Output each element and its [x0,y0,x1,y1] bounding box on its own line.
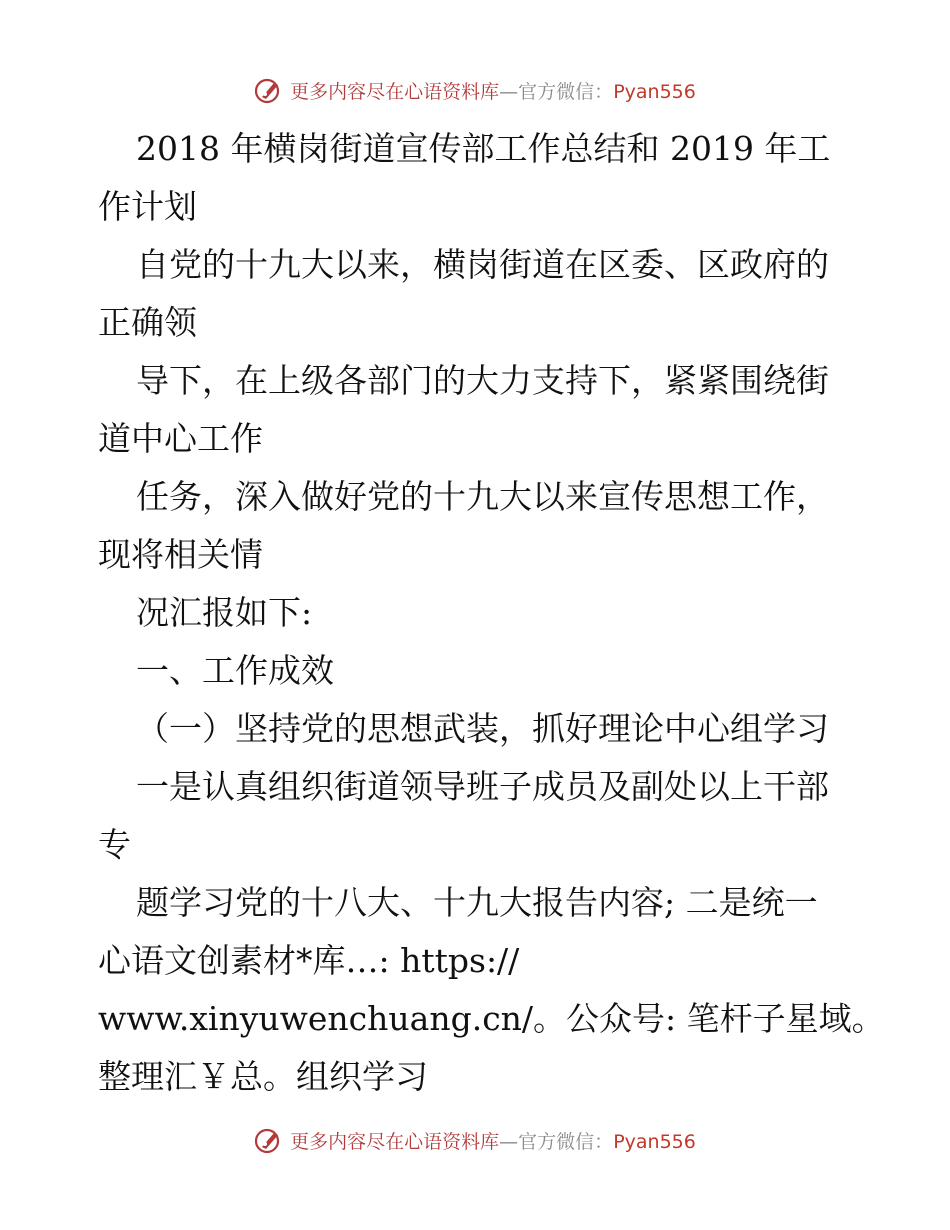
doc-paragraph-line: 现将相关情 [98,535,263,574]
watermark-wechat-label: 官方微信： [518,1130,614,1153]
footer-watermark-banner [0,1120,950,1160]
watermark-text [290,1127,696,1154]
doc-paragraph-line: 整理汇￥总。组织学习 [98,1057,428,1096]
watermark-wechat-label: 官方微信： [518,80,614,103]
watermark-wechat-id: Pyan556 [613,1130,696,1153]
doc-paragraph-line: 况汇报如下: [136,593,313,632]
pen-nib-logo-icon [254,75,284,105]
doc-title-line-1: 2018 年横岗街道宣传部工作总结和 2019 年工 [136,129,831,168]
watermark-dash: — [499,1130,519,1153]
watermark-main: 更多内容尽在心语资料库 [290,1130,500,1153]
doc-section-heading: 一、工作成效 [136,651,334,690]
watermark-text [290,77,696,104]
doc-paragraph-line: 题学习党的十八大、十九大报告内容; 二是统一 [136,883,818,922]
watermark-dash: — [499,80,519,103]
doc-paragraph-line: 专 [98,825,131,864]
document-body [98,120,885,1106]
doc-paragraph-line: 道中心工作 [98,419,263,458]
header-watermark-banner [0,70,950,110]
doc-paragraph-line: 任务，深入做好党的十九大以来宣传思想工作， [136,477,829,516]
doc-paragraph-line: 导下，在上级各部门的大力支持下，紧紧围绕街 [136,361,829,400]
watermark-main: 更多内容尽在心语资料库 [290,80,500,103]
doc-paragraph-line: www.xinyuwenchuang.cn/。公众号: 笔杆子星域。 [98,999,885,1038]
doc-title-line-2: 作计划 [98,187,197,226]
doc-subsection-heading: （一）坚持党的思想武装，抓好理论中心组学习 [136,709,829,748]
doc-paragraph-line: 心语文创素材*库…: https:// [98,941,520,980]
pen-nib-logo-icon [254,1125,284,1155]
doc-paragraph-line: 一是认真组织街道领导班子成员及副处以上干部 [136,767,829,806]
doc-paragraph-line: 自党的十九大以来，横岗街道在区委、区政府的 [136,245,829,284]
doc-paragraph-line: 正确领 [98,303,197,342]
watermark-wechat-id: Pyan556 [613,80,696,103]
